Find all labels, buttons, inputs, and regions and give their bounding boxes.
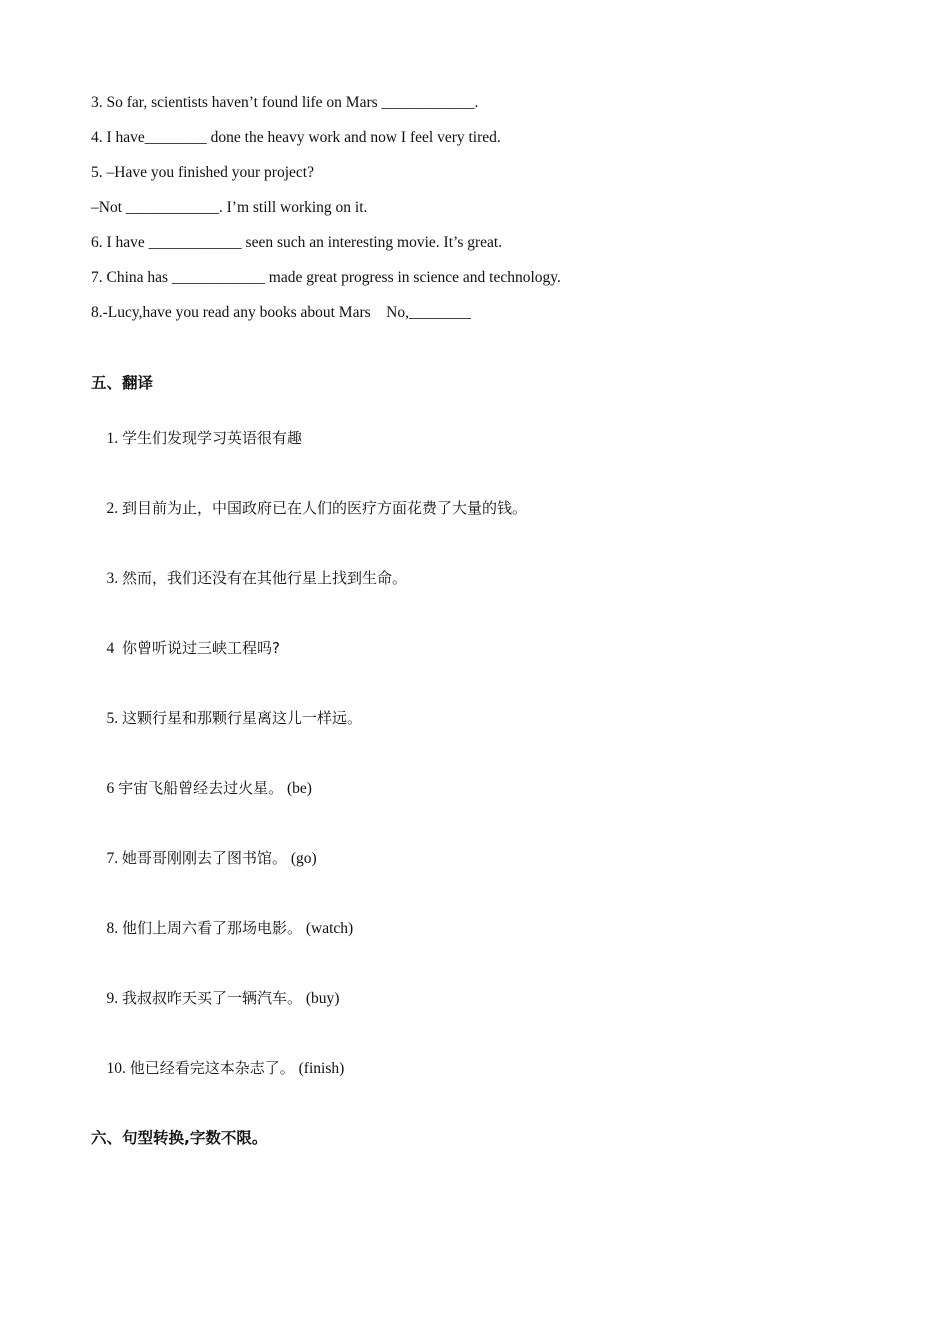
item-number: 3. (106, 570, 122, 587)
fill-in-item-3: 3. So far, scientists haven’t found life on Mars ____________. (91, 94, 479, 111)
item-chinese: 他已经看完这本杂志了。 (129, 1059, 295, 1077)
section-heading-sentence-transform: 六、句型转换,字数不限。 (91, 1129, 268, 1147)
translation-item (91, 828, 317, 889)
item-number: 10. (106, 1060, 130, 1077)
item-number: 5. (106, 710, 122, 727)
fill-in-item-6: 6. I have ____________ seen such an interesting movie. It’s great. (91, 234, 503, 251)
fill-in-item-5-question: 5. –Have you finished your project? (91, 164, 314, 181)
item-number: 8. (106, 920, 122, 937)
item-chinese: 宇宙飞船曾经去过火星。 (118, 779, 284, 797)
item-hint: (go) (287, 850, 317, 867)
translation-item (91, 688, 362, 749)
item-chinese: 到目前为止，中国政府已在人们的医疗方面花费了大量的钱。 (122, 499, 528, 517)
section-heading-translation: 五、翻译 (91, 374, 154, 392)
translation-item (91, 478, 527, 539)
translation-item (91, 968, 339, 1029)
item-hint: (buy) (302, 990, 340, 1007)
translation-item (91, 758, 312, 819)
item-chinese: 我叔叔昨天买了一辆汽车。 (122, 989, 303, 1007)
item-number: 7. (106, 850, 122, 867)
translation-item (91, 898, 353, 959)
translation-item (91, 408, 302, 469)
item-number: 1. (106, 430, 122, 447)
item-number: 2. (106, 500, 122, 517)
fill-in-item-7: 7. China has ____________ made great progress in science and technology. (91, 269, 561, 286)
item-number: 6 (106, 780, 119, 797)
item-chinese: 她哥哥刚刚去了图书馆。 (122, 849, 288, 867)
fill-in-item-5-answer: –Not ____________. I’m still working on it. (91, 199, 368, 216)
item-number: 4 (106, 640, 122, 657)
item-chinese: 这颗行星和那颗行星离这儿一样远。 (122, 709, 363, 727)
translation-item (91, 1038, 344, 1099)
item-number: 9. (106, 990, 122, 1007)
translation-item (91, 548, 407, 609)
item-chinese: 你曾听说过三峡工程吗? (122, 639, 280, 657)
item-hint: (watch) (302, 920, 354, 937)
item-hint: (be) (283, 780, 312, 797)
item-chinese: 然而，我们还没有在其他行星上找到生命。 (122, 569, 408, 587)
fill-in-item-8: 8.-Lucy,have you read any books about Mars No,________ (91, 304, 471, 321)
item-chinese: 他们上周六看了那场电影。 (122, 919, 303, 937)
fill-in-item-4: 4. I have________ done the heavy work and now I feel very tired. (91, 129, 501, 146)
item-hint: (finish) (294, 1060, 345, 1077)
item-chinese: 学生们发现学习英语很有趣 (122, 429, 303, 447)
translation-item (91, 618, 280, 679)
